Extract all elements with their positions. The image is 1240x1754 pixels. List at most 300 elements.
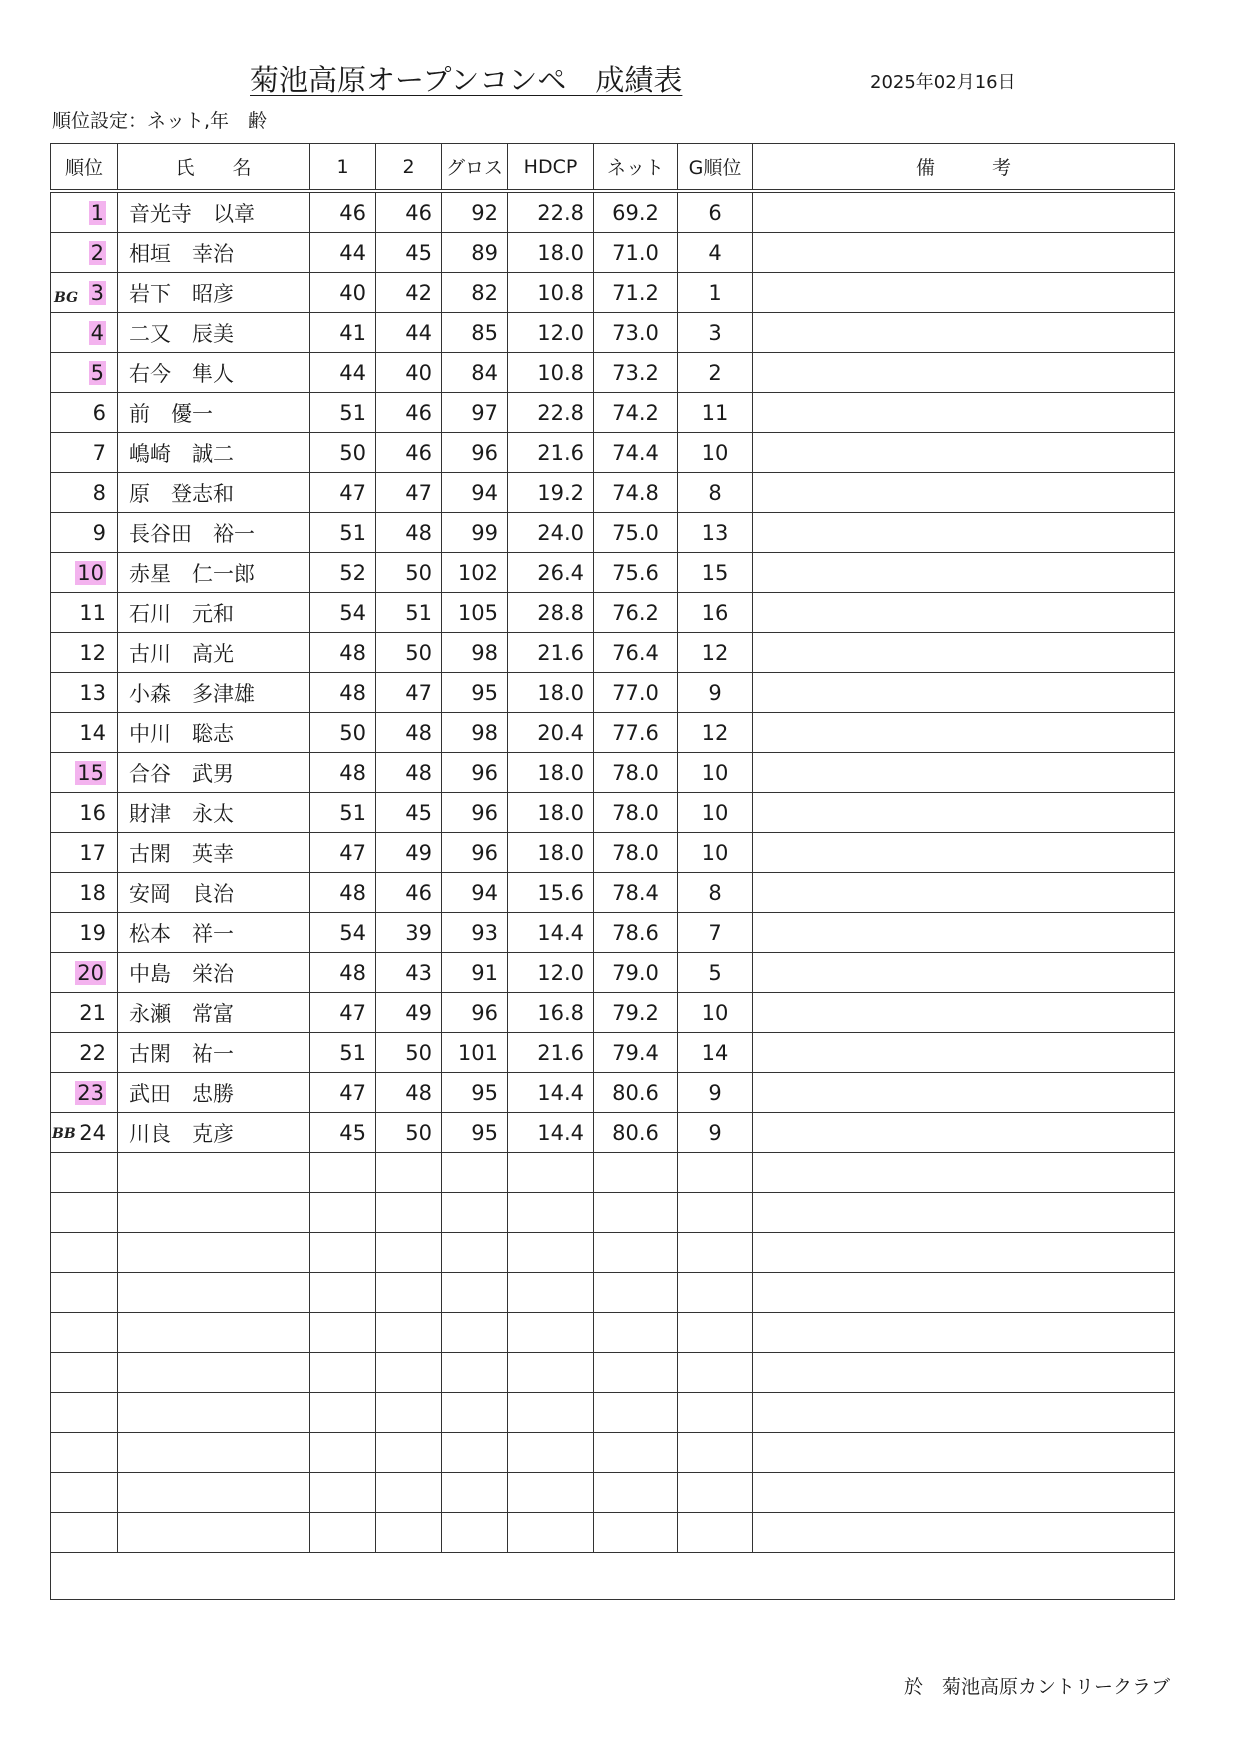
cell-net: 69.2 (594, 191, 678, 233)
cell-remarks (753, 913, 1175, 953)
empty-cell (753, 1393, 1175, 1433)
cell-gross: 99 (442, 513, 508, 553)
cell-h2: 45 (376, 233, 442, 273)
cell-hdcp: 24.0 (508, 513, 594, 553)
rank-value: 11 (79, 600, 106, 625)
cell-grank: 9 (678, 1073, 753, 1113)
empty-cell (753, 1473, 1175, 1513)
cell-name: 永瀬 常富 (118, 993, 310, 1033)
empty-cell (442, 1233, 508, 1273)
cell-hdcp: 18.0 (508, 833, 594, 873)
cell-h1: 54 (310, 593, 376, 633)
cell-hdcp: 20.4 (508, 713, 594, 753)
cell-net: 78.0 (594, 833, 678, 873)
cell-rank (51, 713, 118, 753)
cell-net: 74.2 (594, 393, 678, 433)
rank-value: 24 (79, 1120, 106, 1145)
empty-cell (753, 1313, 1175, 1353)
cell-remarks (753, 953, 1175, 993)
empty-cell (118, 1473, 310, 1513)
empty-row (51, 1393, 1175, 1433)
table-row (51, 473, 1175, 513)
cell-remarks (753, 793, 1175, 833)
cell-h2: 50 (376, 633, 442, 673)
cell-hdcp: 16.8 (508, 993, 594, 1033)
cell-remarks (753, 673, 1175, 713)
cell-grank: 9 (678, 673, 753, 713)
table-row (51, 513, 1175, 553)
cell-gross: 92 (442, 191, 508, 233)
rank-value: 5 (90, 360, 104, 385)
rank-value: 18 (79, 880, 106, 905)
cell-remarks (753, 833, 1175, 873)
cell-net: 73.2 (594, 353, 678, 393)
empty-cell (51, 1153, 118, 1193)
empty-cell (594, 1393, 678, 1433)
cell-grank: 16 (678, 593, 753, 633)
cell-remarks (753, 233, 1175, 273)
cell-net: 73.0 (594, 313, 678, 353)
cell-h2: 47 (376, 673, 442, 713)
cell-rank (51, 593, 118, 633)
cell-name: 石川 元和 (118, 593, 310, 633)
cell-rank (51, 1033, 118, 1073)
empty-cell (678, 1473, 753, 1513)
empty-cell (442, 1153, 508, 1193)
cell-net: 76.4 (594, 633, 678, 673)
table-header-row (51, 144, 1175, 192)
cell-gross: 95 (442, 1113, 508, 1153)
cell-grank: 10 (678, 433, 753, 473)
cell-rank (51, 513, 118, 553)
cell-h2: 39 (376, 913, 442, 953)
cell-hdcp: 21.6 (508, 633, 594, 673)
cell-h2: 48 (376, 1073, 442, 1113)
cell-rank (51, 233, 118, 273)
cell-name: 中川 聡志 (118, 713, 310, 753)
empty-cell (594, 1273, 678, 1313)
cell-gross: 95 (442, 1073, 508, 1113)
rank-value: 13 (79, 680, 106, 705)
handwritten-mark-bg: BG (54, 290, 79, 306)
cell-remarks (753, 1073, 1175, 1113)
cell-grank: 8 (678, 473, 753, 513)
cell-h1: 51 (310, 513, 376, 553)
rank-value: 17 (79, 840, 106, 865)
cell-rank (51, 1113, 118, 1153)
rank-value: 1 (90, 200, 104, 225)
table-bottom-row (51, 1553, 1175, 1600)
table-row (51, 393, 1175, 433)
col-rank-header: 順位 (51, 144, 118, 192)
cell-remarks (753, 753, 1175, 793)
cell-hdcp: 22.8 (508, 191, 594, 233)
cell-name: 合谷 武男 (118, 753, 310, 793)
empty-cell (310, 1273, 376, 1313)
cell-remarks (753, 1033, 1175, 1073)
cell-name: 赤星 仁一郎 (118, 553, 310, 593)
cell-h2: 46 (376, 433, 442, 473)
empty-cell (508, 1433, 594, 1473)
cell-name: 原 登志和 (118, 473, 310, 513)
empty-cell (442, 1193, 508, 1233)
cell-name: 武田 忠勝 (118, 1073, 310, 1113)
cell-name: 小森 多津雄 (118, 673, 310, 713)
cell-rank (51, 913, 118, 953)
cell-h2: 50 (376, 1033, 442, 1073)
cell-h1: 48 (310, 753, 376, 793)
empty-cell (508, 1313, 594, 1353)
cell-rank (51, 353, 118, 393)
cell-hdcp: 10.8 (508, 353, 594, 393)
table-row (51, 713, 1175, 753)
rank-value: 7 (92, 440, 106, 465)
cell-h1: 45 (310, 1113, 376, 1153)
cell-gross: 96 (442, 753, 508, 793)
cell-h1: 41 (310, 313, 376, 353)
cell-h2: 44 (376, 313, 442, 353)
col-hdcp-header: HDCP (508, 144, 594, 192)
empty-cell (678, 1153, 753, 1193)
cell-rank (51, 753, 118, 793)
cell-name: 古閑 英幸 (118, 833, 310, 873)
cell-rank (51, 473, 118, 513)
cell-hdcp: 14.4 (508, 1113, 594, 1153)
empty-cell (51, 1393, 118, 1433)
table-row (51, 593, 1175, 633)
cell-h1: 40 (310, 273, 376, 313)
rank-value: 20 (77, 960, 104, 985)
empty-cell (376, 1393, 442, 1433)
cell-gross: 91 (442, 953, 508, 993)
cell-net: 78.0 (594, 753, 678, 793)
empty-cell (442, 1353, 508, 1393)
cell-h2: 48 (376, 513, 442, 553)
empty-cell (753, 1513, 1175, 1553)
cell-gross: 94 (442, 873, 508, 913)
cell-hdcp: 14.4 (508, 1073, 594, 1113)
cell-net: 71.2 (594, 273, 678, 313)
cell-h1: 48 (310, 633, 376, 673)
cell-h2: 49 (376, 993, 442, 1033)
cell-h1: 51 (310, 393, 376, 433)
empty-cell (310, 1193, 376, 1233)
cell-remarks (753, 473, 1175, 513)
cell-remarks (753, 1113, 1175, 1153)
cell-hdcp: 19.2 (508, 473, 594, 513)
cell-net: 79.0 (594, 953, 678, 993)
empty-cell (753, 1273, 1175, 1313)
empty-cell (118, 1313, 310, 1353)
cell-rank (51, 673, 118, 713)
empty-cell (594, 1513, 678, 1553)
empty-cell (310, 1233, 376, 1273)
empty-cell (753, 1433, 1175, 1473)
empty-cell (594, 1313, 678, 1353)
empty-cell (442, 1273, 508, 1313)
table-row (51, 793, 1175, 833)
empty-cell (376, 1153, 442, 1193)
cell-rank (51, 1073, 118, 1113)
empty-cell (310, 1353, 376, 1393)
empty-cell (753, 1153, 1175, 1193)
empty-row (51, 1433, 1175, 1473)
cell-grank: 10 (678, 833, 753, 873)
cell-h2: 46 (376, 393, 442, 433)
cell-rank (51, 553, 118, 593)
empty-cell (508, 1273, 594, 1313)
cell-h1: 46 (310, 191, 376, 233)
cell-net: 74.8 (594, 473, 678, 513)
cell-remarks (753, 313, 1175, 353)
cell-net: 77.0 (594, 673, 678, 713)
empty-cell (310, 1313, 376, 1353)
empty-cell (508, 1153, 594, 1193)
empty-cell (51, 1273, 118, 1313)
cell-remarks (753, 633, 1175, 673)
table-row (51, 233, 1175, 273)
cell-rank (51, 393, 118, 433)
cell-hdcp: 12.0 (508, 953, 594, 993)
cell-gross: 98 (442, 713, 508, 753)
cell-h2: 46 (376, 873, 442, 913)
empty-cell (310, 1473, 376, 1513)
cell-h2: 43 (376, 953, 442, 993)
cell-gross: 82 (442, 273, 508, 313)
cell-grank: 3 (678, 313, 753, 353)
cell-grank: 9 (678, 1113, 753, 1153)
empty-cell (51, 1233, 118, 1273)
cell-h1: 47 (310, 1073, 376, 1113)
empty-row (51, 1193, 1175, 1233)
empty-row (51, 1153, 1175, 1193)
rank-value: 15 (77, 760, 104, 785)
cell-grank: 1 (678, 273, 753, 313)
cell-h1: 44 (310, 233, 376, 273)
cell-gross: 96 (442, 833, 508, 873)
empty-cell (118, 1273, 310, 1313)
cell-net: 71.0 (594, 233, 678, 273)
cell-remarks (753, 433, 1175, 473)
cell-name: 財津 永太 (118, 793, 310, 833)
cell-net: 75.0 (594, 513, 678, 553)
cell-gross: 101 (442, 1033, 508, 1073)
cell-h2: 45 (376, 793, 442, 833)
cell-net: 76.2 (594, 593, 678, 633)
rank-value: 12 (79, 640, 106, 665)
cell-gross: 96 (442, 793, 508, 833)
rank-value: 14 (79, 720, 106, 745)
empty-cell (376, 1513, 442, 1553)
cell-grank: 10 (678, 753, 753, 793)
empty-cell (594, 1233, 678, 1273)
cell-name: 嶋崎 誠二 (118, 433, 310, 473)
empty-cell (118, 1193, 310, 1233)
empty-cell (376, 1353, 442, 1393)
cell-grank: 7 (678, 913, 753, 953)
empty-cell (753, 1233, 1175, 1273)
cell-h2: 47 (376, 473, 442, 513)
table-row (51, 913, 1175, 953)
cell-remarks (753, 273, 1175, 313)
empty-cell (594, 1473, 678, 1513)
cell-h1: 52 (310, 553, 376, 593)
empty-cell (51, 1193, 118, 1233)
empty-cell (678, 1193, 753, 1233)
rank-value: 8 (92, 480, 106, 505)
cell-hdcp: 10.8 (508, 273, 594, 313)
empty-cell (118, 1393, 310, 1433)
empty-cell (508, 1233, 594, 1273)
cell-rank (51, 873, 118, 913)
cell-rank (51, 433, 118, 473)
empty-cell (310, 1433, 376, 1473)
empty-cell (376, 1473, 442, 1513)
cell-h2: 50 (376, 1113, 442, 1153)
empty-cell (118, 1153, 310, 1193)
empty-cell (118, 1513, 310, 1553)
cell-net: 78.6 (594, 913, 678, 953)
empty-cell (376, 1233, 442, 1273)
rank-value: 3 (90, 280, 104, 305)
rank-value: 2 (90, 240, 104, 265)
empty-cell (753, 1193, 1175, 1233)
table-row (51, 873, 1175, 913)
cell-grank: 6 (678, 191, 753, 233)
empty-cell (594, 1193, 678, 1233)
cell-gross: 96 (442, 993, 508, 1033)
col-name-header: 氏 名 (118, 144, 310, 192)
cell-name: 相垣 幸治 (118, 233, 310, 273)
cell-gross: 105 (442, 593, 508, 633)
cell-net: 80.6 (594, 1113, 678, 1153)
table-row (51, 953, 1175, 993)
cell-name: 古閑 祐一 (118, 1033, 310, 1073)
table-row (51, 633, 1175, 673)
col-gross-header: グロス (442, 144, 508, 192)
cell-h2: 40 (376, 353, 442, 393)
empty-cell (51, 1473, 118, 1513)
cell-gross: 96 (442, 433, 508, 473)
cell-hdcp: 18.0 (508, 673, 594, 713)
rank-value: 19 (79, 920, 106, 945)
cell-h2: 49 (376, 833, 442, 873)
cell-remarks (753, 713, 1175, 753)
cell-net: 75.6 (594, 553, 678, 593)
cell-h1: 47 (310, 473, 376, 513)
cell-name: 右今 隼人 (118, 353, 310, 393)
cell-grank: 12 (678, 633, 753, 673)
cell-gross: 98 (442, 633, 508, 673)
cell-name: 中島 栄治 (118, 953, 310, 993)
cell-hdcp: 26.4 (508, 553, 594, 593)
cell-net: 77.6 (594, 713, 678, 753)
table-row (51, 273, 1175, 313)
cell-rank (51, 313, 118, 353)
empty-cell (442, 1433, 508, 1473)
cell-net: 79.2 (594, 993, 678, 1033)
results-body (51, 191, 1175, 1600)
cell-gross: 85 (442, 313, 508, 353)
cell-name: 岩下 昭彦 (118, 273, 310, 313)
cell-grank: 4 (678, 233, 753, 273)
empty-cell (118, 1433, 310, 1473)
cell-hdcp: 28.8 (508, 593, 594, 633)
cell-hdcp: 18.0 (508, 793, 594, 833)
empty-row (51, 1233, 1175, 1273)
table-row (51, 993, 1175, 1033)
empty-cell (376, 1433, 442, 1473)
cell-h1: 47 (310, 993, 376, 1033)
empty-cell (594, 1153, 678, 1193)
empty-cell (376, 1313, 442, 1353)
rank-value: 4 (90, 320, 104, 345)
cell-grank: 13 (678, 513, 753, 553)
cell-name: 音光寺 以章 (118, 191, 310, 233)
cell-grank: 5 (678, 953, 753, 993)
cell-remarks (753, 191, 1175, 233)
table-row (51, 833, 1175, 873)
cell-net: 80.6 (594, 1073, 678, 1113)
table-row (51, 353, 1175, 393)
empty-cell (678, 1273, 753, 1313)
empty-cell (376, 1273, 442, 1313)
cell-name: 古川 高光 (118, 633, 310, 673)
empty-cell (51, 1313, 118, 1353)
cell-grank: 10 (678, 993, 753, 1033)
cell-remarks (753, 513, 1175, 553)
cell-h2: 46 (376, 191, 442, 233)
empty-cell (442, 1313, 508, 1353)
cell-rank (51, 633, 118, 673)
cell-hdcp: 18.0 (508, 233, 594, 273)
rank-value: 9 (92, 520, 106, 545)
col-remarks-header: 備 考 (753, 144, 1175, 192)
cell-remarks (753, 393, 1175, 433)
cell-hdcp: 21.6 (508, 433, 594, 473)
cell-hdcp: 21.6 (508, 1033, 594, 1073)
empty-cell (376, 1193, 442, 1233)
cell-net: 78.4 (594, 873, 678, 913)
results-table (50, 143, 1175, 1600)
empty-cell (508, 1473, 594, 1513)
cell-rank (51, 793, 118, 833)
cell-net: 74.4 (594, 433, 678, 473)
empty-cell (594, 1433, 678, 1473)
cell-h1: 44 (310, 353, 376, 393)
cell-name: 松本 祥一 (118, 913, 310, 953)
empty-cell (678, 1313, 753, 1353)
empty-row (51, 1513, 1175, 1553)
empty-cell (51, 1433, 118, 1473)
cell-rank (51, 273, 118, 313)
empty-cell (310, 1393, 376, 1433)
cell-grank: 10 (678, 793, 753, 833)
table-row (51, 191, 1175, 233)
cell-rank (51, 833, 118, 873)
cell-gross: 89 (442, 233, 508, 273)
table-bottom-cell (51, 1553, 1175, 1600)
cell-h2: 50 (376, 553, 442, 593)
ranking-setting: 順位設定：ネット,年 齢 (52, 110, 268, 132)
rank-value: 10 (77, 560, 104, 585)
page-title: 菊池高原オープンコンペ 成績表 (250, 63, 683, 97)
col-net-header: ネット (594, 144, 678, 192)
cell-grank: 15 (678, 553, 753, 593)
cell-remarks (753, 593, 1175, 633)
col-h1-header: 1 (310, 144, 376, 192)
table-row (51, 673, 1175, 713)
